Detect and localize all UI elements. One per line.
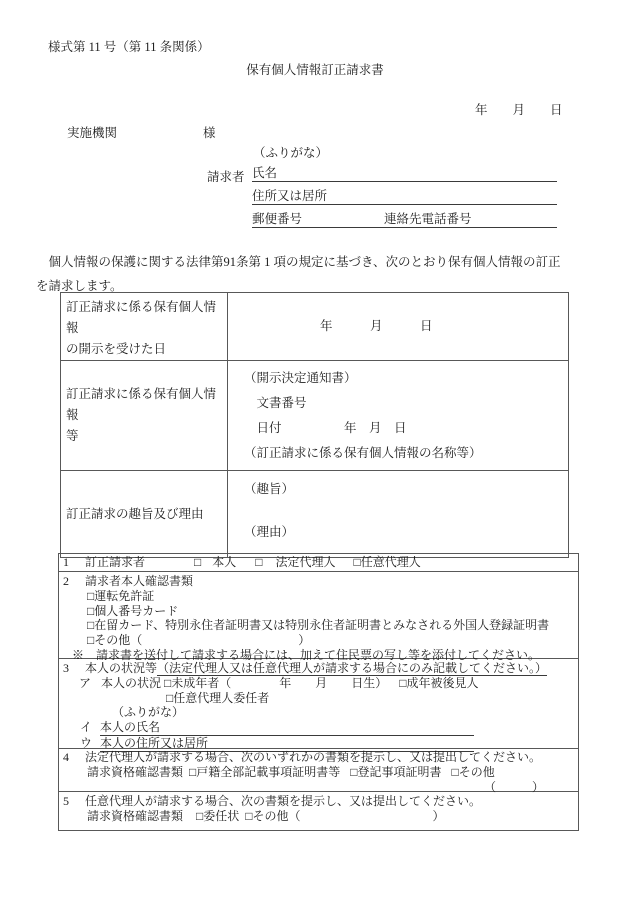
option-other-proxy-doc: その他（ ） [252, 808, 445, 823]
item-3-title: 本人の状況等 [85, 661, 158, 675]
item-5-docs-label: 請求資格確認書類 [87, 808, 184, 823]
item-2-title: 請求者本人確認書類 [85, 574, 194, 588]
item-3-number: 3 [63, 661, 69, 675]
option-ininjo: 委任状 [203, 808, 240, 823]
option-residence-card: 在留カード、特別永住者証明書又は特別永住者証明書とみなされる外国人登録証明書 [94, 618, 550, 633]
disclosure-date-value: 年 月 日 [320, 319, 433, 333]
item-1-label: 訂正請求者 [85, 555, 146, 569]
option-other-id: その他（ ） [94, 633, 311, 648]
honorific-label: 様 [203, 126, 216, 140]
checkbox-adult-ward[interactable]: □ [399, 675, 407, 690]
item-3-title-note: （法定代理人又は任意代理人が請求する場合にのみ記載してください。） [157, 661, 548, 675]
agency-label: 実施機関 [67, 126, 118, 140]
table-row [61, 361, 569, 471]
retained-info-cell[interactable] [228, 361, 569, 471]
furigana-label-item3: （ふりがな） [112, 705, 185, 720]
item-5-number: 5 [63, 794, 69, 808]
postal-field-label: 郵便番号 [252, 212, 303, 226]
doc-number-label: 文書番号 [244, 396, 307, 410]
sub-i-label: イ [80, 720, 93, 735]
furigana-label: （ふりがな） [253, 146, 329, 160]
info-name-label: （訂正請求に係る保有個人情報の名称等） [244, 446, 482, 460]
table-row [61, 293, 569, 361]
checkbox-ininjo[interactable]: □ [196, 808, 204, 823]
item-3-row [59, 658, 578, 748]
table-row [61, 471, 569, 558]
option-adult-ward: 成年被後見人 [406, 675, 479, 690]
intro-line-1: 個人情報の保護に関する法律第91条第 1 項の規定に基づき、次のとおり保有個人情報の訂正 [36, 255, 561, 269]
item-1-number: 1 [63, 555, 69, 569]
option-license: 運転免許証 [94, 588, 155, 603]
item-5-title: 任意代理人が請求する場合、次の書類を提示し、又は提出してください。 [85, 794, 482, 808]
option-nini-dairinin: 任意代理人 [360, 555, 421, 569]
purpose-label: （趣旨） [244, 482, 295, 496]
checkbox-koseki[interactable]: □ [189, 764, 197, 779]
item-4-number: 4 [63, 750, 69, 764]
agency-line [67, 126, 216, 141]
item-2-row [59, 571, 578, 662]
checkbox-toki[interactable]: □ [350, 764, 358, 779]
checkbox-delegator[interactable]: □ [166, 690, 174, 705]
purpose-reason-label: 訂正請求の趣旨及び理由 [61, 471, 228, 558]
address-field-label: 住所又は居所 [252, 189, 328, 203]
item-1-row [59, 554, 578, 571]
checkbox-other-proxy-doc[interactable]: □ [245, 808, 253, 823]
honnin-name-field[interactable] [100, 720, 474, 736]
option-mynumber-card: 個人番号カード [94, 603, 179, 618]
checkbox-residence-card[interactable]: □ [87, 618, 95, 633]
option-toki: 登記事項証明書 [357, 764, 442, 779]
checkbox-mynumber-card[interactable]: □ [87, 603, 95, 618]
item-2-number: 2 [63, 574, 69, 588]
item-4-row [59, 748, 578, 794]
retained-info-label: 訂正請求に係る保有個人情報 等 [61, 361, 228, 471]
disclosure-date-cell[interactable] [228, 293, 569, 361]
intro-line-2: を請求します。 [36, 279, 123, 293]
purpose-reason-cell[interactable] [228, 471, 569, 558]
sub-u-label: ウ [80, 735, 93, 750]
item-4-other-blank[interactable]: （ ） [483, 779, 544, 794]
honnin-address-label: 本人の住所又は居所 [100, 735, 209, 750]
option-delegator: 任意代理人委任者 [173, 690, 270, 705]
option-honnin: 本人 [212, 555, 237, 569]
checkbox-other-id[interactable]: □ [87, 633, 95, 648]
date-line: 年 月 日 [475, 103, 563, 117]
option-minor: 未成年者（ 年 月 日生） [171, 675, 388, 690]
checkbox-license[interactable]: □ [87, 588, 95, 603]
requester-label: 請求者 [207, 170, 245, 184]
option-other-doc: その他 [458, 764, 495, 779]
correction-request-table [60, 292, 569, 558]
name-field-label: 氏名 [252, 166, 278, 180]
reason-label: （理由） [244, 525, 295, 539]
phone-field-label: 連絡先電話番号 [384, 212, 472, 226]
item-5-row [59, 791, 578, 830]
checkbox-nini-dairinin[interactable]: □ [353, 555, 361, 569]
address-field[interactable] [252, 188, 557, 205]
intro-paragraph [36, 250, 576, 298]
sub-a-label: ア [79, 675, 92, 690]
option-koseki: 戸籍全部記載事項証明書等 [196, 764, 341, 779]
option-hotei-dairinin: 法定代理人 [275, 555, 336, 569]
checkbox-hotei-dairinin[interactable]: □ [255, 555, 263, 569]
form-number: 様式第 11 号（第 11 条関係） [48, 40, 210, 54]
checklist-table [58, 553, 579, 831]
item-4-title: 法定代理人が請求する場合、次のいずれかの書類を提示し、又は提出してください。 [85, 750, 542, 764]
checkbox-other-doc[interactable]: □ [451, 764, 459, 779]
checkbox-honnin[interactable]: □ [194, 555, 202, 569]
notice-doc-label: （開示決定通知書） [244, 371, 357, 385]
postal-phone-field[interactable] [252, 211, 557, 228]
doc-date-label: 日付 年 月 日 [244, 421, 407, 435]
page-title: 保有個人情報訂正請求書 [246, 63, 384, 77]
checkbox-minor[interactable]: □ [164, 675, 172, 690]
honnin-name-label: 本人の氏名 [100, 720, 161, 735]
item-4-docs-label: 請求資格確認書類 [87, 764, 184, 779]
mail-note: ※ 請求書を送付して請求する場合には、加えて住民票の写し等を添付してください。 [72, 647, 541, 662]
disclosure-date-label: 訂正請求に係る保有個人情報 の開示を受けた日 [61, 293, 228, 361]
status-label: 本人の状況 [101, 675, 162, 690]
name-field[interactable] [252, 165, 557, 182]
